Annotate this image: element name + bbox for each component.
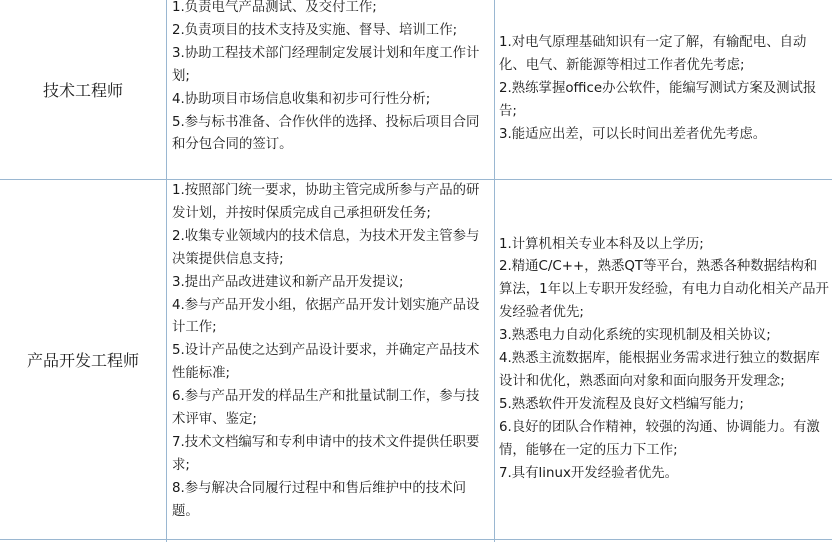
job-title-cell [0, 180, 166, 539]
column-divider [166, 0, 167, 542]
duty-item: 5.参与标书准备、合作伙伴的选择、投标后项目合同和分包合同的签订。 [172, 114, 480, 153]
requirement-item: 1.计算机相关专业本科及以上学历; [499, 236, 704, 252]
row-divider [0, 539, 832, 540]
duty-item: 3.提出产品改进建议和新产品开发提议; [172, 274, 404, 290]
duty-item: 2.收集专业领域内的技术信息，为技术开发主管参与决策提供信息支持; [172, 228, 480, 267]
duty-item: 1.负责电气产品测试、及交付工作; [172, 0, 377, 15]
duties-list [172, 180, 486, 524]
job-title-cell [0, 0, 166, 179]
row-divider [0, 179, 832, 180]
duty-item: 8.参与解决合同履行过程中和售后维护中的技术问题。 [172, 480, 466, 519]
requirements-list [499, 32, 830, 147]
duty-item: 5.设计产品使之达到产品设计要求，并确定产品技术性能标准; [172, 343, 480, 382]
duty-item: 3.协助工程技术部门经理制定发展计划和年度工作计划; [172, 45, 480, 84]
requirement-item: 5.熟悉软件开发流程及良好文档编写能力; [499, 396, 744, 412]
duty-item: 4.协助项目市场信息收集和初步可行性分析; [172, 91, 431, 107]
duty-item: 7.技术文档编写和专利申请中的技术文件提供任职要求; [172, 434, 480, 473]
requirements-cell [495, 0, 832, 179]
duty-item: 6.参与产品开发的样品生产和批量试制工作，参与技术评审、鉴定; [172, 389, 480, 428]
requirement-item: 4.熟悉主流数据库，能根据业务需求进行独立的数据库设计和优化，熟悉面向对象和面向服务开发理念; [499, 351, 820, 389]
requirement-item: 6.良好的团队合作精神，较强的沟通、协调能力。有激情，能够在一定的压力下工作; [499, 419, 820, 458]
duty-item: 1.按照部门统一要求，协助主管完成所参与产品的研发计划，并按时保质完成自己承担研发任务; [172, 183, 480, 221]
duties-cell [167, 180, 494, 539]
requirement-item: 2.熟练掌握office办公软件，能编写测试方案及测试报告; [499, 81, 817, 119]
requirement-item: 7.具有linux开发经验者优先。 [499, 465, 679, 481]
job-title: 产品开发工程师 [26, 351, 139, 370]
duty-item: 4.参与产品开发小组，依据产品开发计划实施产品设计工作; [172, 297, 480, 336]
requirement-item: 1.对电气原理基础知识有一定了解，有输配电、自动化、电气、新能源等相过工作者优先考虑; [499, 35, 807, 74]
job-title: 技术工程师 [42, 81, 123, 100]
column-divider [494, 0, 495, 542]
requirement-item: 3.能适应出差，可以长时间出差者优先考虑。 [499, 126, 767, 142]
duty-item: 2.负责项目的技术支持及实施、督导、培训工作; [172, 22, 458, 38]
requirements-cell [495, 180, 832, 539]
requirement-item: 3.熟悉电力自动化系统的实现机制及相关协议; [499, 328, 771, 344]
duties-list [172, 0, 486, 157]
duties-cell [167, 0, 494, 179]
requirement-item: 2.精通C/C++，熟悉QT等平台，熟悉各种数据结构和算法，1年以上专职开发经验，有电力自动化相关产品开发经验者优先; [499, 259, 829, 321]
requirements-list [499, 234, 830, 486]
